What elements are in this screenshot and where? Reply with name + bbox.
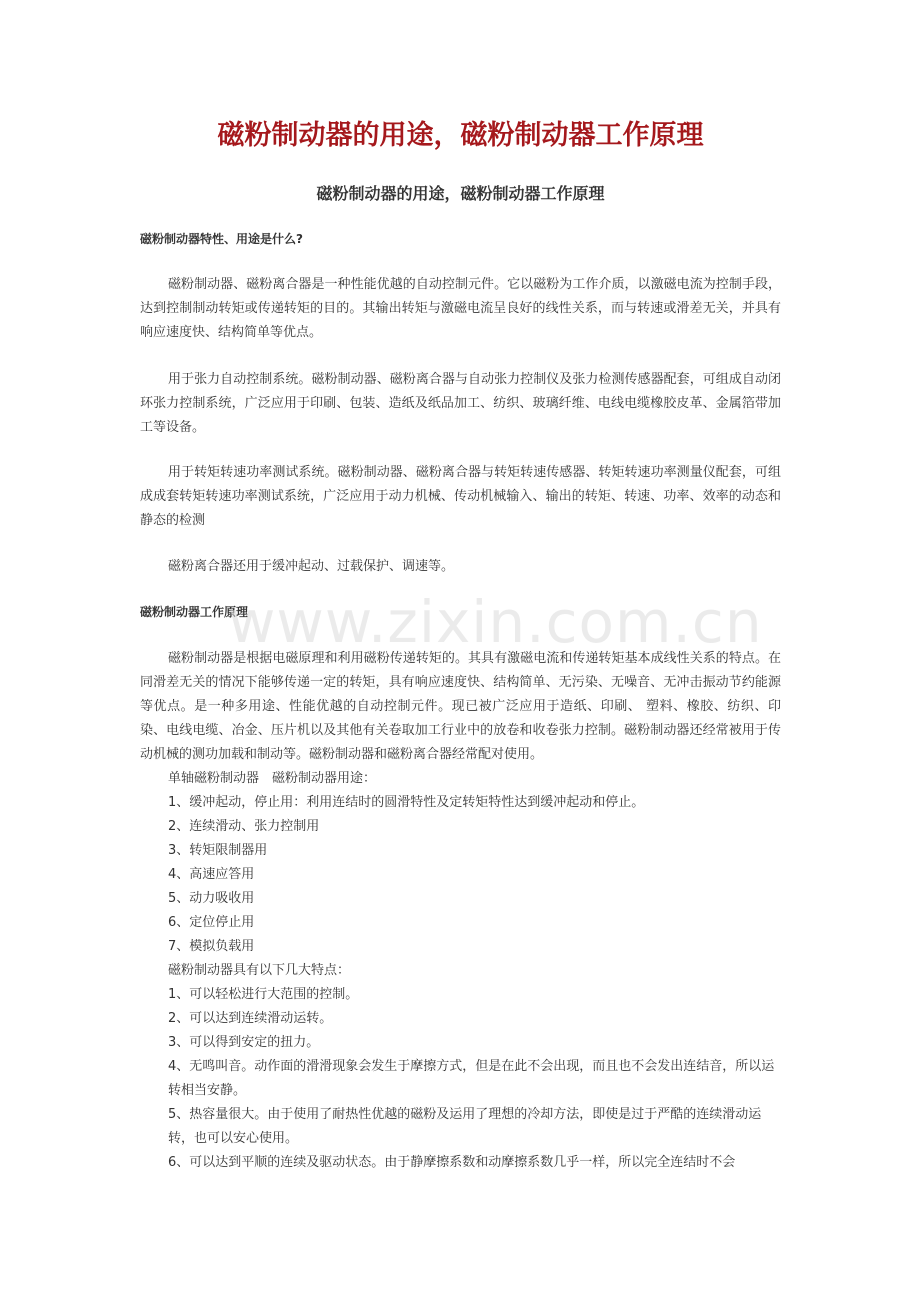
section-heading-features-uses: 磁粉制动器特性、用途是什么?: [140, 232, 303, 246]
list-item-feature: 4、无鸣叫音。动作面的滑滑现象会发生于摩擦方式，但是在此不会出现，而且也不会发出连结音，所以运转相当安静。: [168, 1059, 775, 1098]
features-intro: 磁粉制动器具有以下几大特点：: [168, 963, 351, 978]
list-item-use: 7、模拟负载用: [168, 939, 255, 954]
list-item-feature: 5、热容量很大。由于使用了耐热性优越的磁粉及运用了理想的冷却方法，即使是过于严酷的连续滑动运转，也可以安心使用。: [168, 1107, 762, 1146]
page-subtitle: 磁粉制动器的用途，磁粉制动器工作原理: [316, 184, 605, 203]
list-item-use: 6、定位停止用: [168, 915, 255, 930]
list-item-use: 2、连续滑动、张力控制用: [168, 819, 320, 834]
list-item-feature: 3、可以得到安定的扭力。: [168, 1035, 320, 1050]
page-title: 磁粉制动器的用途，磁粉制动器工作原理: [217, 120, 704, 151]
list-item-use: 5、动力吸收用: [168, 891, 255, 906]
list-item-feature: 1、可以轻松进行大范围的控制。: [168, 987, 359, 1002]
list-item-use: 4、高速应答用: [168, 867, 255, 882]
list-item-use: 1、缓冲起动，停止用：利用连结时的圆滑特性及定转矩特性达到缓冲起动和停止。: [168, 795, 645, 810]
section-heading-working-principle: 磁粉制动器工作原理: [140, 605, 249, 619]
paragraph-intro: 磁粉制动器、磁粉离合器是一种性能优越的自动控制元件。它以磁粉为工作介质，以激磁电流为控制手段，达到控制制动转矩或传递转矩的目的。其输出转矩与激磁电流呈良好的线性关系，而与转速或滑差无关，并具有响应速度快、结构简单等优点。: [140, 277, 781, 340]
uses-intro: 单轴磁粉制动器 磁粉制动器用途：: [168, 771, 377, 786]
paragraph-clutch-uses: 磁粉离合器还用于缓冲起动、过载保护、调速等。: [168, 559, 455, 574]
watermark-text: www.zixin.com.cn: [228, 588, 763, 656]
paragraph-tension-control: 用于张力自动控制系统。磁粉制动器、磁粉离合器与自动张力控制仪及张力检测传感器配套，可组成自动闭环张力控制系统，广泛应用于印刷、包装、造纸及纸品加工、纺织、玻璃纤维、电线电缆橡胶皮革、金属箔带加工等设备。: [140, 372, 781, 435]
paragraph-working-principle: 磁粉制动器是根据电磁原理和利用磁粉传递转矩的。其具有激磁电流和传递转矩基本成线性关系的特点。在同滑差无关的情况下能够传递一定的转矩，具有响应速度快、结构简单、无污染、无噪音、无冲击振动节约能源等优点。是一种多用途、性能优越的自动控制元件。现已被广泛应用于造纸、印刷、 塑料、橡胶、纺织、印染、电线电缆、冶金、压片机以及其他有关卷取加工行业中的放卷和收卷张力控制。磁粉制动器还经常被用于传动机械的测功加载和制动等。磁粉制动器和磁粉离合器经常配对使用。: [140, 651, 781, 762]
paragraph-torque-testing: 用于转矩转速功率测试系统。磁粉制动器、磁粉离合器与转矩转速传感器、转矩转速功率测量仪配套，可组成成套转矩转速功率测试系统，广泛应用于动力机械、传动机械输入、输出的转矩、转速、功率、效率的动态和静态的检测: [140, 465, 781, 528]
list-item-use: 3、转矩限制器用: [168, 843, 268, 858]
list-item-feature: 6、可以达到平顺的连续及驱动状态。由于静摩擦系数和动摩擦系数几乎一样，所以完全连结时不会: [168, 1155, 736, 1170]
list-item-feature: 2、可以达到连续滑动运转。: [168, 1011, 333, 1026]
